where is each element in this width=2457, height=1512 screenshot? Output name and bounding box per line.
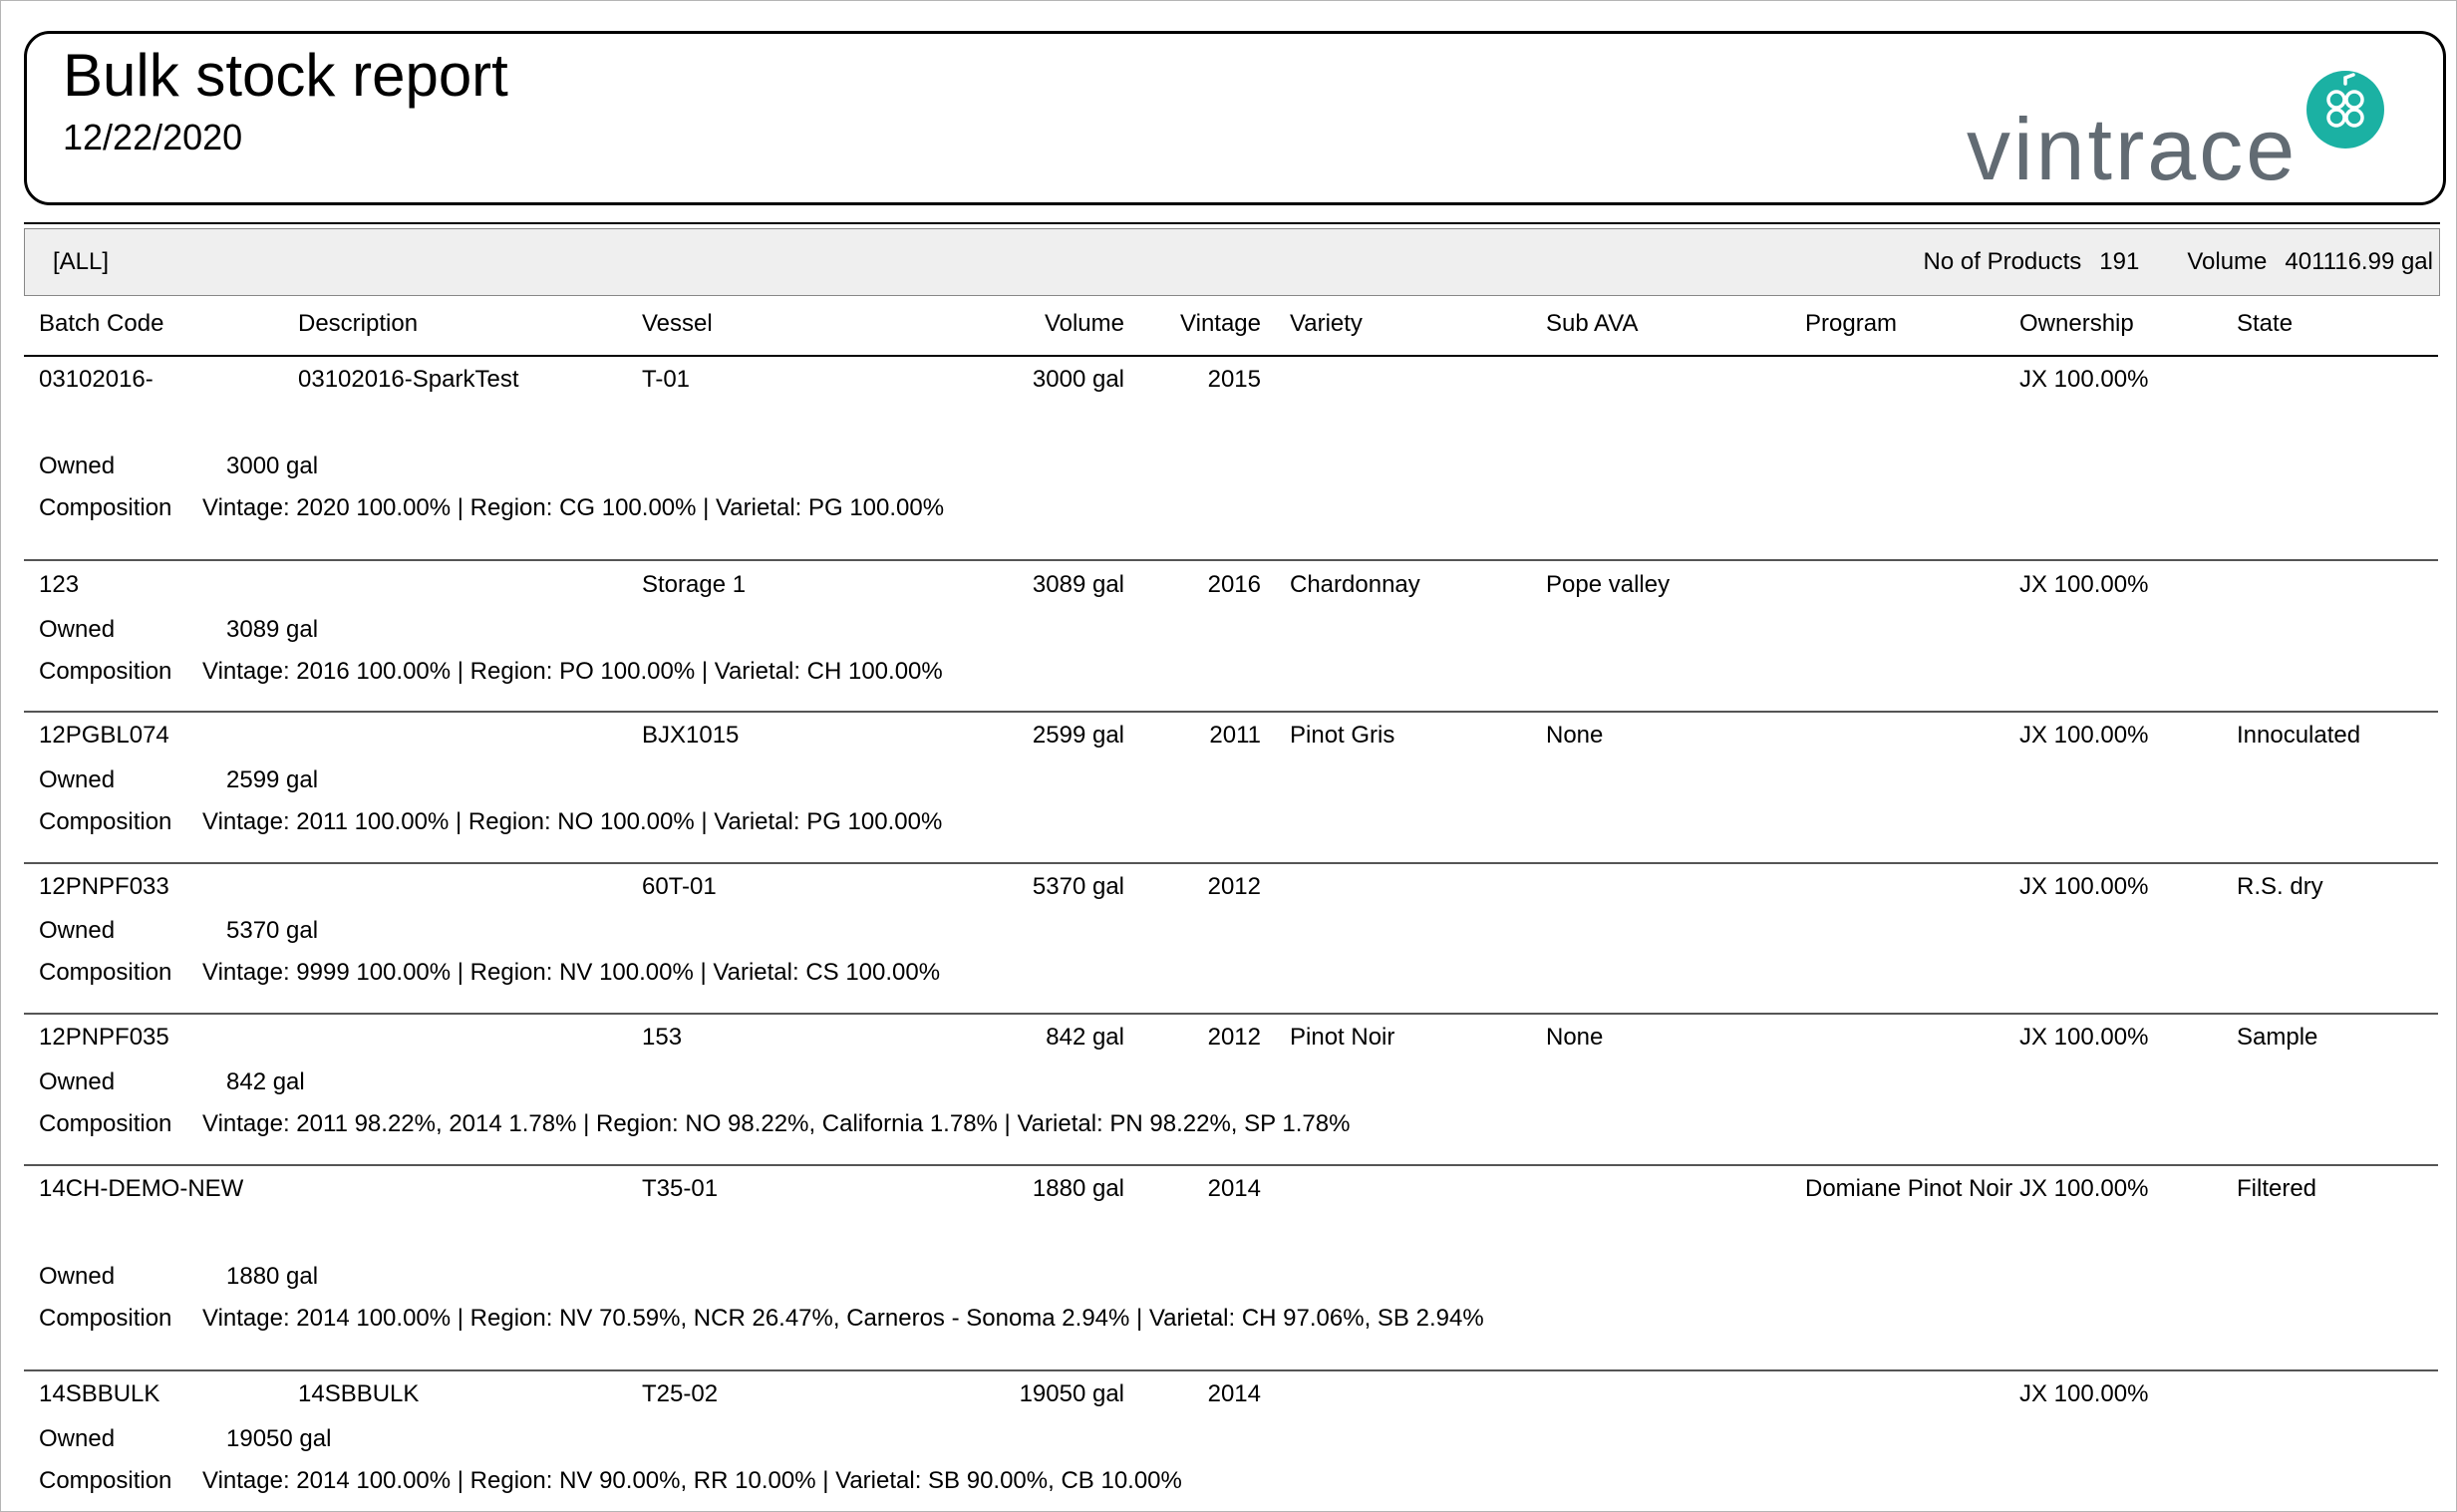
divider — [24, 222, 2440, 224]
composition-label: Composition — [39, 959, 172, 986]
column-headers — [1, 296, 2457, 356]
cell-state: Sample — [2237, 1024, 2318, 1051]
cell-batch-code: 14SBBULK — [39, 1380, 160, 1407]
record-divider — [24, 559, 2438, 561]
report-date: 12/22/2020 — [63, 117, 243, 157]
cell-description: 03102016-SparkTest — [298, 366, 519, 393]
owned-value: 3000 gal — [226, 453, 319, 479]
cell-ownership: JX 100.00% — [2019, 722, 2149, 749]
column-header-vintage: Vintage — [1180, 310, 1261, 337]
filter-summary-bar — [24, 228, 2440, 296]
cell-variety: Pinot Gris — [1290, 722, 1395, 749]
owned-label: Owned — [39, 453, 116, 479]
composition-label: Composition — [39, 1110, 172, 1137]
cell-ownership: JX 100.00% — [2019, 1380, 2149, 1407]
cell-sub-ava: None — [1546, 1024, 1604, 1051]
cell-ownership: JX 100.00% — [2019, 1175, 2149, 1202]
cell-batch-code: 12PNPF035 — [39, 1024, 169, 1051]
owned-label: Owned — [39, 766, 116, 793]
cell-ownership: JX 100.00% — [2019, 571, 2149, 598]
composition-value: Vintage: 2016 100.00% | Region: PO 100.00% | Varietal: CH 100.00% — [202, 658, 943, 685]
owned-value: 2599 gal — [226, 766, 319, 793]
composition-label: Composition — [39, 1305, 172, 1332]
record-divider — [24, 1369, 2438, 1371]
column-header-volume: Volume — [1044, 310, 1124, 337]
column-header-ownership: Ownership — [2019, 310, 2134, 337]
cell-batch-code: 12PGBL074 — [39, 722, 169, 749]
cell-batch-code: 14CH-DEMO-NEW — [39, 1175, 244, 1202]
cell-state: R.S. dry — [2237, 873, 2323, 900]
record-divider — [24, 862, 2438, 864]
owned-label: Owned — [39, 1425, 116, 1452]
owned-value: 1880 gal — [226, 1263, 319, 1290]
cell-vintage: 2016 — [1207, 571, 1261, 598]
cell-volume: 3089 gal — [1032, 571, 1124, 598]
divider — [24, 355, 2438, 357]
cell-vintage: 2012 — [1207, 1024, 1261, 1051]
cell-ownership: JX 100.00% — [2019, 366, 2149, 393]
filter-label: [ALL] — [53, 248, 110, 275]
column-header-program: Program — [1805, 310, 1898, 337]
composition-label: Composition — [39, 494, 172, 521]
record-divider — [24, 1013, 2438, 1015]
cell-vintage: 2014 — [1207, 1380, 1261, 1407]
owned-value: 19050 gal — [226, 1425, 332, 1452]
record-divider — [24, 711, 2438, 713]
cell-vintage: 2014 — [1207, 1175, 1261, 1202]
cell-vintage: 2015 — [1207, 366, 1261, 393]
cell-batch-code: 03102016- — [39, 366, 154, 393]
cell-state: Filtered — [2237, 1175, 2317, 1202]
cell-variety: Chardonnay — [1290, 571, 1420, 598]
cell-volume: 2599 gal — [1032, 722, 1124, 749]
owned-label: Owned — [39, 1263, 116, 1290]
owned-label: Owned — [39, 917, 116, 944]
cell-sub-ava: Pope valley — [1546, 571, 1671, 598]
cell-state: Innoculated — [2237, 722, 2361, 749]
cell-ownership: JX 100.00% — [2019, 873, 2149, 900]
owned-label: Owned — [39, 1068, 116, 1095]
owned-value: 842 gal — [226, 1068, 305, 1095]
summary-stats — [1924, 229, 2433, 295]
composition-label: Composition — [39, 658, 172, 685]
column-header-vessel: Vessel — [642, 310, 713, 337]
composition-value: Vintage: 2011 98.22%, 2014 1.78% | Region: NO 98.22%, California 1.78% | Varietal: PN 98.22%, SP 1.78% — [202, 1110, 1351, 1137]
products-count-value: 191 — [2099, 248, 2140, 275]
column-header-description: Description — [298, 310, 419, 337]
cell-volume: 842 gal — [1046, 1024, 1124, 1051]
column-header-batch-code: Batch Code — [39, 310, 164, 337]
cell-batch-code: 12PNPF033 — [39, 873, 169, 900]
cell-vessel: 153 — [642, 1024, 683, 1051]
cell-volume: 19050 gal — [1019, 1380, 1124, 1407]
composition-label: Composition — [39, 1467, 172, 1494]
cell-vessel: 60T-01 — [642, 873, 717, 900]
composition-value: Vintage: 2014 100.00% | Region: NV 90.00%, RR 10.00% | Varietal: SB 90.00%, CB 10.00% — [202, 1467, 1182, 1494]
cell-program: Domiane Pinot Noir — [1805, 1175, 2013, 1202]
owned-value: 5370 gal — [226, 917, 319, 944]
cell-sub-ava: None — [1546, 722, 1604, 749]
cell-vintage: 2012 — [1207, 873, 1261, 900]
cell-description: 14SBBULK — [298, 1380, 420, 1407]
logo-wordmark: vintrace — [1967, 100, 2299, 198]
column-header-sub-ava: Sub AVA — [1546, 310, 1639, 337]
composition-value: Vintage: 9999 100.00% | Region: NV 100.00% | Varietal: CS 100.00% — [202, 959, 941, 986]
vintrace-grape-logo-icon — [2305, 70, 2385, 150]
column-header-state: State — [2237, 310, 2294, 337]
report-title: Bulk stock report — [63, 42, 508, 109]
cell-vessel: BJX1015 — [642, 722, 740, 749]
record-divider — [24, 1164, 2438, 1166]
cell-volume: 5370 gal — [1032, 873, 1124, 900]
cell-batch-code: 123 — [39, 571, 80, 598]
products-count-label: No of Products — [1923, 248, 2082, 275]
cell-variety: Pinot Noir — [1290, 1024, 1395, 1051]
cell-volume: 3000 gal — [1032, 366, 1124, 393]
owned-value: 3089 gal — [226, 616, 319, 643]
composition-value: Vintage: 2020 100.00% | Region: CG 100.00% | Varietal: PG 100.00% — [202, 494, 945, 521]
owned-label: Owned — [39, 616, 116, 643]
composition-value: Vintage: 2011 100.00% | Region: NO 100.00% | Varietal: PG 100.00% — [202, 808, 943, 835]
cell-vessel: T35-01 — [642, 1175, 719, 1202]
cell-vessel: Storage 1 — [642, 571, 747, 598]
column-header-variety: Variety — [1290, 310, 1363, 337]
composition-label: Composition — [39, 808, 172, 835]
cell-volume: 1880 gal — [1032, 1175, 1124, 1202]
cell-vessel: T-01 — [642, 366, 691, 393]
report-header — [24, 31, 2446, 205]
cell-ownership: JX 100.00% — [2019, 1024, 2149, 1051]
total-volume-value: 401116.99 gal — [2285, 248, 2433, 275]
vintrace-logo — [1967, 62, 2405, 198]
total-volume-label: Volume — [2187, 248, 2268, 275]
cell-vintage: 2011 — [1209, 722, 1261, 749]
composition-value: Vintage: 2014 100.00% | Region: NV 70.59%, NCR 26.47%, Carneros - Sonoma 2.94% | Varietal: CH 97.06%, SB 2.94% — [202, 1305, 1484, 1332]
cell-vessel: T25-02 — [642, 1380, 719, 1407]
